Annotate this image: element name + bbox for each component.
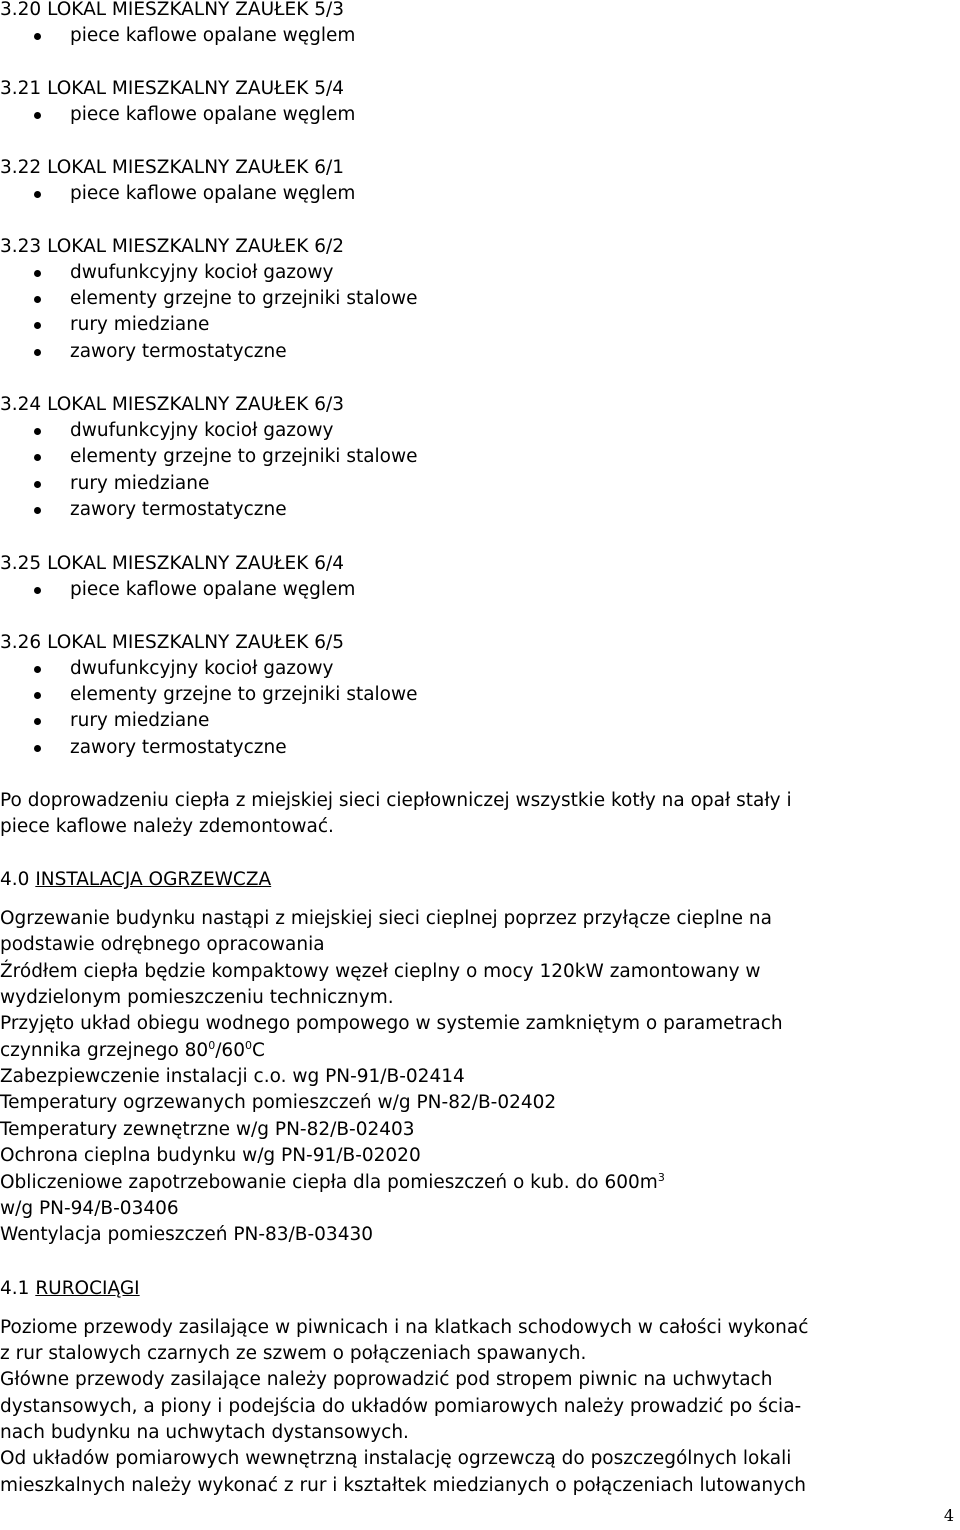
section-title: INSTALACJA OGRZEWCZA [35,869,272,890]
bullet-icon [34,587,41,594]
calc-text: Obliczeniowe zapotrzebowanie ciepła dla pomieszczeń o kub. do 600m [0,1172,658,1193]
section-heading: 3.25 LOKAL MIESZKALNY ZAUŁEK 6/4 [0,553,344,574]
bullet-icon [34,745,41,752]
section-4-1-heading [0,1276,140,1302]
list-item [0,471,960,497]
paragraph-line: Zabezpiewczenie instalacji c.o. wg PN-91/B-02414 [0,1066,465,1087]
list-item-text: zawory termostatyczne [70,341,287,362]
list-item-text: dwufunkcyjny kocioł gazowy [70,658,334,679]
paragraph-line: Źródłem ciepła będzie kompaktowy węzeł cieplny o mocy 120kW zamontowany w [0,961,761,982]
bullet-icon [34,666,41,673]
medium-mid: /60 [215,1040,245,1061]
list-item [0,260,960,286]
list-item-text: piece kaflowe opalane węglem [70,25,356,46]
section-heading: 3.26 LOKAL MIESZKALNY ZAUŁEK 6/5 [0,632,344,653]
list-item-text: piece kaflowe opalane węglem [70,579,356,600]
list-item-text: piece kaflowe opalane węglem [70,104,356,125]
list-item [0,181,960,207]
list-item [0,286,960,312]
medium-suffix: C [251,1040,265,1061]
section-heading: 3.24 LOKAL MIESZKALNY ZAUŁEK 6/3 [0,394,344,415]
section-heading: 3.23 LOKAL MIESZKALNY ZAUŁEK 6/2 [0,236,344,257]
paragraph-line: Temperatury zewnętrzne w/g PN-82/B-02403 [0,1119,415,1140]
calc-line [0,1170,665,1196]
list-item-text: piece kaflowe opalane węglem [70,183,356,204]
medium-prefix: czynnika grzejnego 80 [0,1040,209,1061]
section-number: 4.1 [0,1278,30,1299]
list-item [0,682,960,708]
note-line: piece kaflowe należy zdemontować. [0,816,334,837]
superscript: 3 [657,1170,665,1184]
list-item [0,339,960,365]
medium-parameters-line [0,1038,265,1064]
list-item-text: zawory termostatyczne [70,737,287,758]
bullet-icon [34,191,41,198]
list-item-text: zawory termostatyczne [70,499,287,520]
section-title: RUROCIĄGI [35,1278,140,1299]
list-item-text: rury miedziane [70,314,210,335]
bullet-icon [34,33,41,40]
bullet-icon [34,507,41,514]
list-item [0,735,960,761]
bullet-icon [34,428,41,435]
section-heading: 3.22 LOKAL MIESZKALNY ZAUŁEK 6/1 [0,157,344,178]
paragraph-line: Poziome przewody zasilające w piwnicach i na klatkach schodowych w całości wykonać [0,1317,809,1338]
note-line: Po doprowadzeniu ciepła z miejskiej sieci ciepłowniczej wszystkie kotły na opał stały i [0,790,792,811]
page-number: 4 [943,1506,954,1525]
list-item-text: rury miedziane [70,473,210,494]
paragraph-line: Przyjęto układ obiegu wodnego pompowego w systemie zamkniętym o parametrach [0,1013,783,1034]
bullet-icon [34,112,41,119]
bullet-icon [34,481,41,488]
list-item [0,418,960,444]
paragraph-line: z rur stalowych czarnych ze szwem o połączeniach spawanych. [0,1343,587,1364]
bullet-icon [34,296,41,303]
paragraph-line: Wentylacja pomieszczeń PN-83/B-03430 [0,1224,374,1245]
bullet-icon [34,349,41,356]
list-item-text: rury miedziane [70,710,210,731]
list-item-text: dwufunkcyjny kocioł gazowy [70,420,334,441]
list-item [0,497,960,523]
list-item [0,444,960,470]
paragraph-line: Ochrona cieplna budynku w/g PN-91/B-02020 [0,1145,421,1166]
paragraph-line: podstawie odrębnego opracowania [0,934,325,955]
list-item [0,102,960,128]
paragraph-line: nach budynku na uchwytach dystansowych. [0,1422,409,1443]
list-item-text: elementy grzejne to grzejniki stalowe [70,684,418,705]
bullet-icon [34,454,41,461]
superscript: 0 [208,1038,216,1052]
list-item [0,23,960,49]
paragraph-line: Od układów pomiarowych wewnętrzną instalację ogrzewczą do poszczególnych lokali [0,1448,792,1469]
section-heading: 3.20 LOKAL MIESZKALNY ZAUŁEK 5/3 [0,0,344,20]
paragraph-line: w/g PN-94/B-03406 [0,1198,179,1219]
paragraph-line: dystansowych, a piony i podejścia do układów pomiarowych należy prowadzić po ścia- [0,1396,802,1417]
list-item [0,708,960,734]
list-item [0,656,960,682]
list-item [0,577,960,603]
list-item-text: elementy grzejne to grzejniki stalowe [70,446,418,467]
paragraph-line: Główne przewody zasilające należy poprowadzić pod stropem piwnic na uchwytach [0,1369,773,1390]
section-heading: 3.21 LOKAL MIESZKALNY ZAUŁEK 5/4 [0,78,344,99]
section-4-0-heading [0,867,271,893]
paragraph-line: mieszkalnych należy wykonać z rur i kształtek miedzianych o połączeniach lutowanych [0,1475,806,1496]
paragraph-line: Temperatury ogrzewanych pomieszczeń w/g PN-82/B-02402 [0,1092,557,1113]
paragraph-line: Ogrzewanie budynku nastąpi z miejskiej sieci cieplnej poprzez przyłącze cieplne na [0,908,772,929]
superscript: 0 [244,1038,252,1052]
list-item-text: dwufunkcyjny kocioł gazowy [70,262,334,283]
section-number: 4.0 [0,869,30,890]
bullet-icon [34,322,41,329]
paragraph-line: wydzielonym pomieszczeniu technicznym. [0,987,394,1008]
list-item [0,312,960,338]
bullet-icon [34,692,41,699]
bullet-icon [34,718,41,725]
list-item-text: elementy grzejne to grzejniki stalowe [70,288,418,309]
bullet-icon [34,270,41,277]
